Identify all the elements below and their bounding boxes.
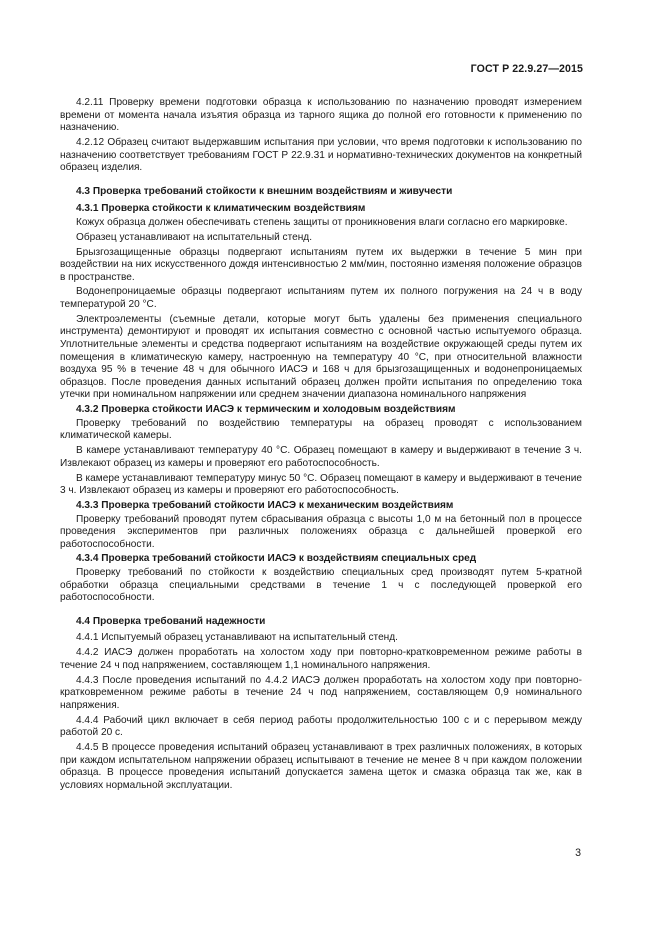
- paragraph: В камере устанавливают температуру 40 °С. Образец помещают в камеру и выдерживают в течение 3 ч. Извлекают образец из камеры и проверяют его работоспособность.: [60, 445, 582, 469]
- paragraph: Брызгозащищенные образцы подвергают испытаниям путем их выдержки в течение 5 мин при воздействии на них искусственного дождя интенсивностью 2 мм/мин, постоянно изменяя положение образцов в пространстве.: [60, 246, 582, 283]
- paragraph-4-4-1: 4.4.1 Испытуемый образец устанавливают на испытательный стенд.: [76, 632, 398, 644]
- paragraph-4-2-11: 4.2.11 Проверку времени подготовки образца к использованию по назначению проводят измерением времени от момента начала изъятия образца из тарного ящика до полной его готовности к применению по назначению.: [60, 97, 582, 134]
- page-number: 3: [575, 847, 581, 859]
- paragraph: Проверку требований по стойкости к воздействию специальных сред производят путем 5-кратной обработки образца специальными средствами в течение 1 ч с последующей проверкой его работоспособности.: [60, 567, 582, 604]
- section-heading-4-4: 4.4 Проверка требований надежности: [76, 615, 266, 627]
- paragraph-4-4-5: 4.4.5 В процессе проведения испытаний образец устанавливают в трех различных положениях, в которых при каждом испытательном напряжении образец испытывают в течение не менее 8 ч при каждом положении образца. В процессе проведения испытаний допускается замена щеток и смазка образца так же, как в условиях нормальной эксплуатации.: [60, 741, 582, 791]
- paragraph: Водонепроницаемые образцы подвергают испытаниям путем их полного погружения на 24 ч в воду температурой 20 °С.: [60, 286, 582, 311]
- paragraph: Образец устанавливают на испытательный стенд.: [76, 231, 312, 243]
- paragraph: Кожух образца должен обеспечивать степень защиты от проникновения влаги согласно его маркировке.: [76, 216, 568, 228]
- paragraph: В камере устанавливают температуру минус 50 °С. Образец помещают в камеру и выдерживают в течение 3 ч. Извлекают образец из камеры и проверяют его работоспособность.: [60, 472, 583, 497]
- paragraph-4-4-3: 4.4.3 После проведения испытаний по 4.4.2 ИАСЭ должен проработать на холостом ходу при повторно-кратковременном режиме работы в течение 24 ч под напряжением, составляющем 0,9 номинального напряжения.: [60, 674, 582, 711]
- subsection-heading-4-3-4: 4.3.4 Проверка требований стойкости ИАСЭ к воздействиям специальных сред: [76, 553, 477, 565]
- paragraph-4-4-4: 4.4.4 Рабочий цикл включает в себя период работы продолжительностью 100 с и с перерывом между работой 20 с.: [60, 714, 582, 739]
- paragraph-4-2-12: 4.2.12 Образец считают выдержавшим испытания при условии, что время подготовки к использованию по назначению соответствует требованиям ГОСТ Р 22.9.31 и нормативно-технических документов на конкретный образец изделия.: [60, 136, 582, 174]
- subsection-heading-4-3-3: 4.3.3 Проверка требований стойкости ИАСЭ к механическим воздействиям: [76, 499, 454, 511]
- page-body: [60, 97, 582, 795]
- subsection-heading-4-3-1: 4.3.1 Проверка стойкости к климатическим воздействиям: [76, 203, 366, 215]
- document-code: ГОСТ Р 22.9.27—2015: [470, 63, 583, 75]
- subsection-heading-4-3-2: 4.3.2 Проверка стойкости ИАСЭ к термическим и холодовым воздействиям: [76, 404, 456, 416]
- paragraph: Проверку требований по воздействию температуры на образец проводят с использованием климатической камеры.: [60, 417, 582, 442]
- paragraph: Проверку требований проводят путем сбрасывания образца с высоты 1,0 м на бетонный пол в процессе проведения экспериментов при различных положениях образца с дальнейшей проверкой его работоспособности.: [60, 513, 582, 550]
- paragraph: Электроэлементы (съемные детали, которые могут быть удалены без применения специального инструмента) демонтируют и проводят их испытания совместно с основной частью испытуемого образца. Уплотнительные элементы и средства подвергают испытаниям на воздействие окружающей среды путем их помещения в климатическую камеру, настроенную на температуру 40 °С, при относительной влажности воздуха 95 % в течение 48 ч для обычного ИАСЭ и 168 ч для брызгозащищенных и водонепроницаемых образцов. После проведения данных испытаний образец должен пройти испытания по определению тока утечки при номинальном напряжении или среднем значении диапазона номинального напряжения: [60, 313, 582, 401]
- section-heading-4-3: 4.3 Проверка требований стойкости к внешним воздействиям и живучести: [76, 185, 453, 197]
- paragraph-4-4-2: 4.4.2 ИАСЭ должен проработать на холостом ходу при повторно-кратковременном режиме работы в течение 24 ч под напряжением, составляющем 1,1 номинального напряжения.: [60, 647, 582, 671]
